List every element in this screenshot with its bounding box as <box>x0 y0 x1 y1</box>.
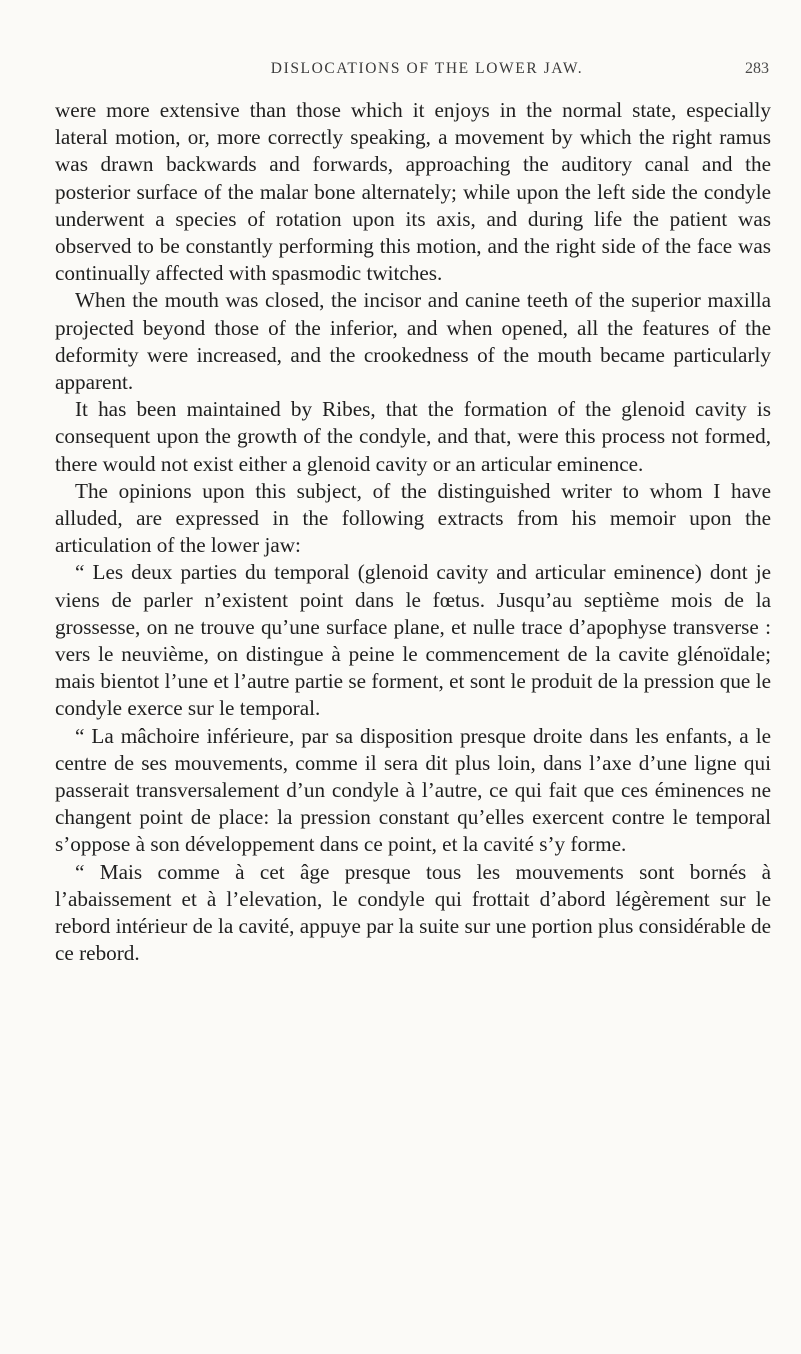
paragraph: The opinions upon this subject, of the distinguished writer to whom I have alluded, are expressed in the following extracts from his memoir upon the articulation of the lower jaw: <box>55 478 771 558</box>
paragraph: When the mouth was closed, the incisor and canine teeth of the superior maxilla projected beyond those of the inferior, and when opened, all the features of the deformity were increased, and the crookedness of the mouth became particularly apparent. <box>55 288 771 395</box>
paragraph-continued: were more extensive than those which it enjoys in the normal state, especially lateral motion, or, more correctly speaking, a movement by which the right ramus was drawn backwards and forwards, approaching the auditory canal and the posterior surface of the malar bone alternately; while upon the left side the condyle underwent a species of rotation upon its axis, and during life the patient was observed to be constantly performing this motion, and the right side of the face was continually affected with spasmodic twitches. <box>55 98 771 286</box>
running-head <box>85 60 769 88</box>
quoted-paragraph: “ Mais comme à cet âge presque tous les mouvements sont bornés à l’abaissement et à l’elevation, le condyle qui frottait d’abord légèrement sur le rebord intérieur de la cavité, appuye par la suite sur une portion plus considérable de ce rebord. <box>55 859 771 966</box>
body-text <box>55 97 771 968</box>
page-number: 283 <box>745 60 769 77</box>
running-title: DISLOCATIONS OF THE LOWER JAW. <box>270 60 584 77</box>
quoted-paragraph: “ Les deux parties du temporal (glenoid cavity and articular eminence) dont je viens de parler n’existent point dans le fœtus. Jusqu’au septième mois de la grossesse, on ne trouve qu’une surface plane, et nulle trace d’apophyse transverse : vers le neuvième, on distingue à peine le commencement de la cavite glénoïdale; mais bientot l’une et l’autre partie se forment, et sont le produit de la pression que le condyle exerce sur le temporal. <box>55 560 771 721</box>
paragraph: It has been maintained by Ribes, that the formation of the glenoid cavity is consequent upon the growth of the condyle, and that, were this process not formed, there would not exist either a glenoid cavity or an articular eminence. <box>55 397 771 476</box>
quoted-paragraph: “ La mâchoire inférieure, par sa disposition presque droite dans les enfants, a le centre de ses mouvements, comme il sera dit plus loin, dans l’axe d’une ligne qui passerait transversalement d’un condyle à l’autre, ce qui fait que ces éminences ne changent point de place: la pression constant qu’elles exercent contre le temporal s’oppose à son développement dans ce point, et la cavité s’y forme. <box>55 723 771 857</box>
